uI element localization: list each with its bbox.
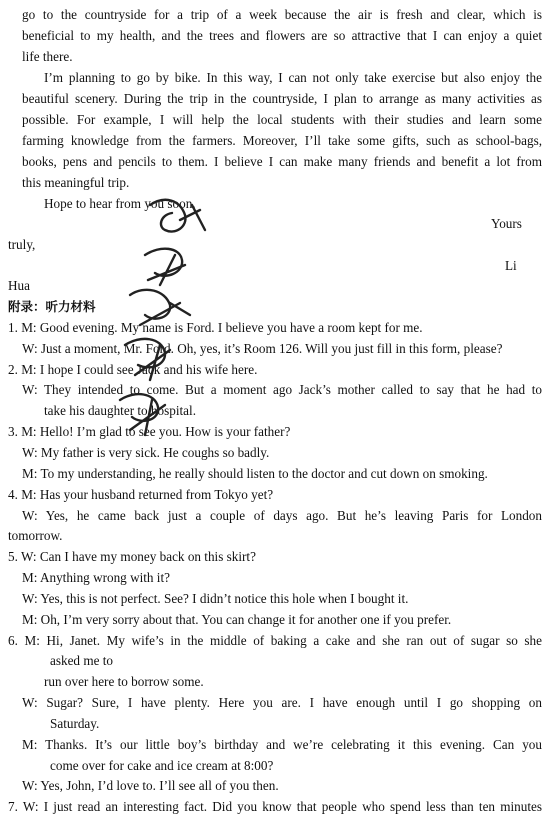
letter-signoff: truly,: [8, 237, 36, 252]
dialogue-line: W: My father is very sick. He coughs so badly.: [22, 445, 270, 460]
dialogue-line: Saturday.: [50, 716, 100, 731]
letter-closing: Hope to hear from you soon.: [44, 196, 196, 211]
dialogue-line: W: Yes, John, I’d love to. I’ll see all of you then.: [22, 778, 279, 793]
dialogue-line: W: Yes, this is not perfect. See? I didn’t notice this hole when I bought it.: [22, 591, 409, 606]
dialogue-line: W: Sugar? Sure, I have plenty. Here you are. I have enough until I go shopping on: [22, 695, 542, 710]
letter-line: books, pens and pencils to them. I believe I can make many friends and benefit a lot from: [22, 154, 542, 169]
dialogue-line: M: Thanks. It’s our little boy’s birthday and we’re celebrating it this evening. Can you: [22, 737, 542, 752]
dialogue-line: 5. W: Can I have my money back on this skirt?: [8, 549, 256, 564]
dialogue-line: take his daughter to hospital.: [44, 403, 196, 418]
dialogue-line: run over here to borrow some.: [44, 674, 204, 689]
dialogue-line: W: Yes, he came back just a couple of days ago. But he’s leaving Paris for London: [22, 508, 542, 523]
dialogue-line: W: Just a moment, Mr. Ford. Oh, yes, it’s Room 126. Will you just fill in this form, please?: [22, 341, 503, 356]
dialogue-line: M: Anything wrong with it?: [22, 570, 170, 585]
letter-line: possible. For example, I will help the local students with their studies and learn some: [22, 112, 542, 127]
letter-signature: Li: [505, 258, 517, 273]
letter-line: farming knowledge from the farmers. Moreover, I’ll take some gifts, such as school-bags,: [22, 133, 542, 148]
dialogue-line: M: Oh, I’m very sorry about that. You can change it for another one if you prefer.: [22, 612, 452, 627]
appendix-heading: 附录：听力材料: [8, 299, 96, 314]
letter-line: this meaningful trip.: [22, 175, 130, 190]
letter-signoff: Yours: [491, 216, 522, 231]
letter-line: beautiful scenery. During the trip in the countryside, I plan to arrange as many activities as: [22, 91, 542, 106]
letter-line: beneficial to my health, and the trees and flowers are so attractive that I can enjoy a quiet: [22, 28, 542, 43]
letter-line: go to the countryside for a trip of a week because the air is fresh and clear, which is: [22, 7, 542, 22]
dialogue-line: tomorrow.: [8, 528, 63, 543]
dialogue-line: W: They intended to come. But a moment ago Jack’s mother called to say that he had to: [22, 382, 542, 397]
dialogue-line: 2. M: I hope I could see Jack and his wife here.: [8, 362, 258, 377]
dialogue-line: come over for cake and ice cream at 8:00?: [50, 758, 274, 773]
dialogue-line: 4. M: Has your husband returned from Tokyo yet?: [8, 487, 274, 502]
letter-line: I’m planning to go by bike. In this way, I can not only take exercise but also enjoy the: [44, 70, 542, 85]
dialogue-line: 7. W: I just read an interesting fact. Did you know that people who spend less than ten minutes: [8, 799, 542, 814]
letter-line: life there.: [22, 49, 73, 64]
dialogue-line: 6. M: Hi, Janet. My wife’s in the middle of baking a cake and she ran out of sugar so she: [8, 633, 542, 648]
letter-signature: Hua: [8, 278, 30, 293]
dialogue-line: asked me to: [50, 653, 113, 668]
dialogue-line: 3. M: Hello! I’m glad to see you. How is your father?: [8, 424, 291, 439]
dialogue-line: M: To my understanding, he really should listen to the doctor and cut down on smoking.: [22, 466, 488, 481]
dialogue-line: 1. M: Good evening. My name is Ford. I believe you have a room kept for me.: [8, 320, 423, 335]
